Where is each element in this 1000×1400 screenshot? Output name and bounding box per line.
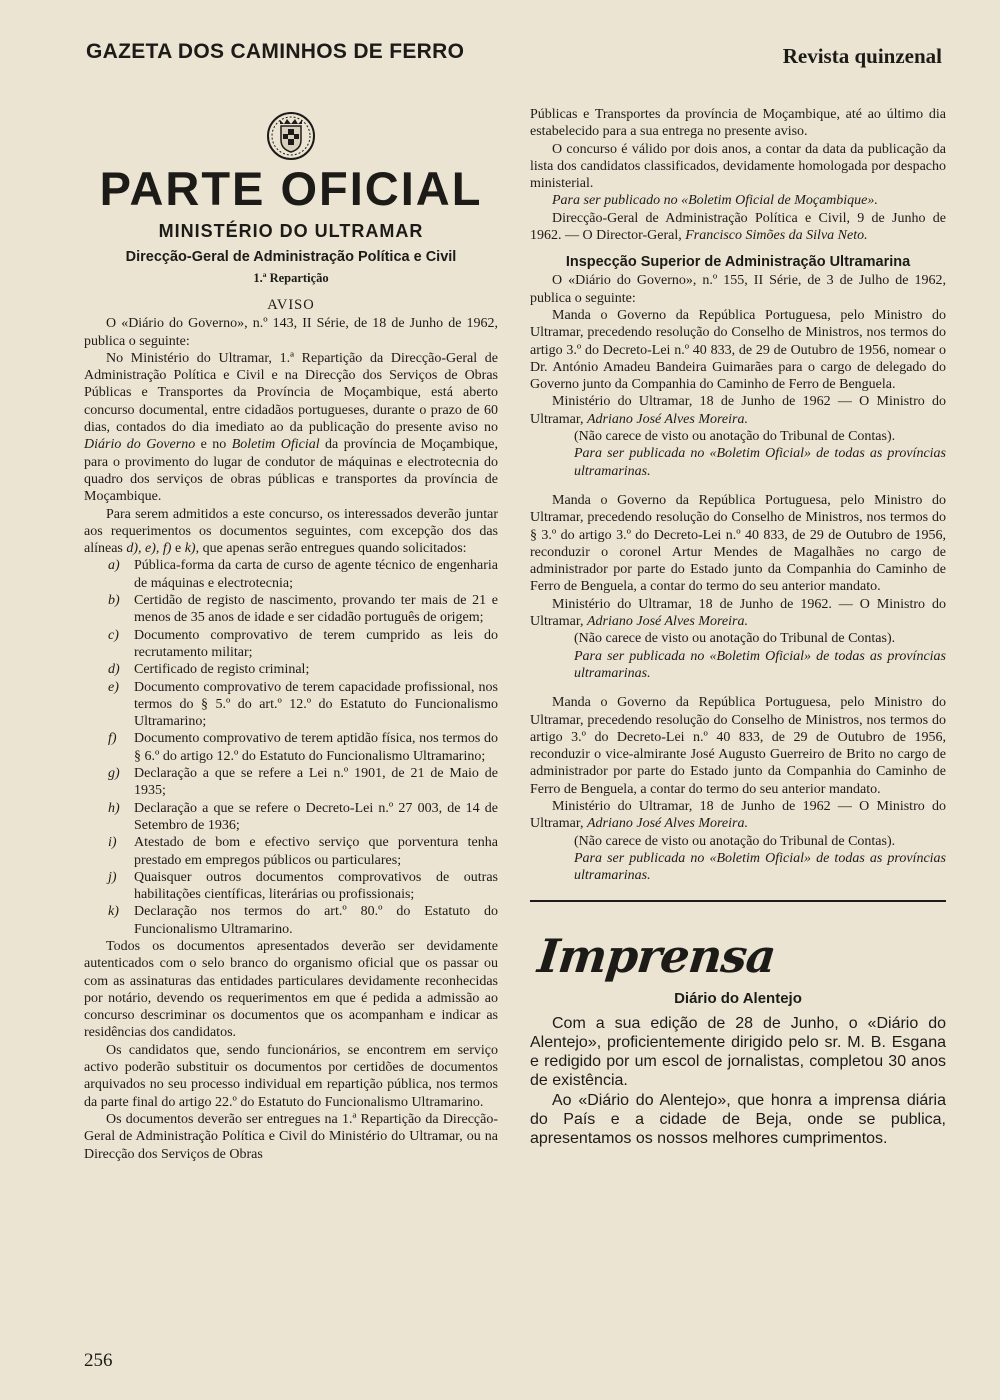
article-body bbox=[530, 1014, 946, 1148]
decree-publication-note: Para ser publicada no «Boletim Oficial» de todas as províncias ultramarinas. bbox=[574, 446, 946, 479]
decree-visa-note: (Não carece de visto ou anotação do Tribunal de Contas). bbox=[574, 429, 896, 445]
ministry-heading: MINISTÉRIO DO ULTRAMAR bbox=[158, 221, 424, 241]
list-item: g) Declaração a que se refere a Lei n.º 1901, de 21 de Maio de 1935; bbox=[108, 766, 498, 799]
decree-signature: Ministério do Ultramar, 18 de Junho de 1962. — O Ministro do Ultramar, Adriano José Alves Moreira. bbox=[530, 596, 946, 630]
notice-intro: O «Diário do Governo», n.º 143, II Série, de 18 de Junho de 1962, publica o seguinte: bbox=[84, 316, 498, 349]
notice-paragraph: No Ministério do Ultramar, 1.ª Repartição da Direcção-Geral de Administração Política e Civil e na Direcção dos Serviços de Obras Públicas e Transportes da Província de Moçambique, está aberto concurso documental, entre cidadãos portugueses, durante o prazo de 60 dias, contados do dia imediato ao da publicação do presente aviso no Diário do Governo e no Boletim Oficial da província de Moçambique, para o provimento do lugar de condutor de máquinas e electrotecnia do quadro dos serviços de obras públicas e transportes da província de Moçambique. bbox=[84, 350, 499, 505]
section-divider bbox=[530, 900, 946, 902]
notice-continuation: Públicas e Transportes da província de Moçambique, até ao último dia estabelecido para a sua entrega no presente aviso. bbox=[530, 107, 946, 140]
decree-block bbox=[530, 492, 946, 682]
running-header-subtitle: Revista quinzenal bbox=[782, 44, 942, 68]
notice-paragraph: O concurso é válido por dois anos, a contar da data da publicação da lista dos candidatos classificados, devidamente homologada por despacho ministerial. bbox=[530, 141, 946, 192]
decree-signature: Ministério do Ultramar, 18 de Junho de 1962 — O Ministro do Ultramar, Adriano José Alves Moreira. bbox=[530, 394, 946, 427]
list-item: f) Documento comprovativo de terem aptidão física, nos termos do § 6.º do artigo 12.º do Estatuto do Funcionalismo Ultramarino; bbox=[108, 731, 498, 764]
right-column bbox=[530, 106, 946, 1148]
decree-block bbox=[530, 307, 946, 480]
imprensa-heading: Imprensa bbox=[535, 929, 778, 984]
directorate-heading: Direcção-Geral de Administração Política e Civil bbox=[125, 249, 457, 265]
decree-visa-note: (Não carece de visto ou anotação do Tribunal de Contas). bbox=[574, 631, 896, 647]
decree-text: Manda o Governo da República Portuguesa, pelo Ministro do Ultramar, precedendo resolução do Conselho de Ministros, nos termos do artigo 3.º do Decreto-Lei n.º 40 833, de 29 de Outubro de 1956, nomear o Dr. António Amadeu Bandeira Guimarães para o cargo de delegado do Governo junto da Companhia do Caminho de Ferro de Benguela. bbox=[530, 307, 946, 393]
left-column bbox=[84, 110, 498, 1163]
notice-title: AVISO bbox=[267, 297, 315, 314]
list-item: d) Certificado de registo criminal; bbox=[108, 662, 310, 678]
coat-of-arms-icon bbox=[266, 110, 316, 162]
decree-block bbox=[530, 694, 946, 884]
decree-signature: Ministério do Ultramar, 18 de Junho de 1962 — O Ministro do Ultramar, Adriano José Alves Moreira. bbox=[530, 798, 946, 832]
list-item: a) Pública-forma da carta de curso de agente técnico de engenharia de máquinas e electrotecnia; bbox=[108, 558, 498, 591]
decree-publication-note: Para ser publicada no «Boletim Oficial» de todas as províncias ultramarinas. bbox=[574, 648, 946, 681]
decree-publication-note: Para ser publicada no «Boletim Oficial» de todas as províncias ultramarinas. bbox=[574, 850, 946, 884]
list-item: j) Quaisquer outros documentos comprovativos de outras habilitações científicas, literárias ou profissionais; bbox=[108, 869, 498, 903]
notice-paragraph: Para serem admitidos a este concurso, os interessados deverão juntar aos requerimentos os documentos seguintes, com excepção dos das alíneas d), e), f) e k), que apenas serão entregues quando solicitados: bbox=[84, 506, 498, 557]
list-item: k) Declaração nos termos do art.º 80.º do Estatuto do Funcionalismo Ultramarino. bbox=[108, 904, 498, 937]
decree-visa-note: (Não carece de visto ou anotação do Tribunal de Contas). bbox=[574, 833, 896, 849]
article-paragraph: Ao «Diário do Alentejo», que honra a imprensa diária do País e a cidade de Beja, onde se publica, apresentamos os nossos melhores cumprimentos. bbox=[530, 1091, 946, 1147]
list-item: i) Atestado de bom e efectivo serviço que porventura tenha prestado em empregos públicos ou particulares; bbox=[108, 835, 498, 868]
inspection-heading: Inspecção Superior de Administração Ultramarina bbox=[565, 254, 911, 271]
page-title: PARTE OFICIAL bbox=[99, 162, 483, 215]
decree-text: Manda o Governo da República Portuguesa, pelo Ministro do Ultramar, precedendo resolução do Conselho de Ministros, nos termos do § 3.º do artigo 3.º do Decreto-Lei n.º 40 833, de 29 de Outubro de 1956, reconduzir o coronel Artur Mendes de Magalhães no cargo de administrador por parte do Estado junto da Companhia do Caminho de Ferro de Benguela, a contar do termo do seu anterior mandato. bbox=[530, 492, 946, 595]
notice-paragraph: Os documentos deverão ser entregues na 1.ª Repartição da Direcção-Geral de Administração Política e Civil do Ministério do Ultramar, ou na Direcção dos Serviços de Obras bbox=[84, 1111, 498, 1162]
running-header-title: GAZETA DOS CAMINHOS DE FERRO bbox=[86, 40, 465, 63]
publication-note: Para ser publicado no «Boletim Oficial de Moçambique». bbox=[552, 193, 878, 209]
article-paragraph: Com a sua edição de 28 de Junho, o «Diário do Alentejo», proficientemente dirigido pelo sr. M. B. Esgana e redigido por um escol de jornalistas, completou 30 anos de existência. bbox=[530, 1014, 946, 1090]
section-heading: 1.ª Repartição bbox=[253, 271, 329, 285]
decree-text: Manda o Governo da República Portuguesa, pelo Ministro do Ultramar, precedendo resolução do Conselho de Ministros, nos termos do artigo 3.º do Decreto-Lei n.º 40 833, de 29 de Outubro de 1956, reconduzir o vice-almirante José Augusto Guerreiro de Brito no cargo de administrador por parte do Estado junto da Companhia do Caminho de Ferro de Benguela, a contar do termo do seu anterior mandato. bbox=[530, 695, 946, 797]
list-item: b) Certidão de registo de nascimento, provando ter mais de 21 e menos de 35 anos de idade e ser cidadão português de origem; bbox=[108, 593, 498, 626]
document-list bbox=[84, 557, 498, 938]
list-item: e) Documento comprovativo de terem capacidade profissional, nos termos do § 5.º do art.º 12.º do Estatuto do Funcionalismo Ultramarino; bbox=[108, 679, 498, 730]
page-number: 256 bbox=[84, 1350, 113, 1371]
notice-paragraph: Os candidatos que, sendo funcionários, se encontrem em serviço activo poderão substituir os documentos por certidões de documentos arquivados no seu processo individual em repartição pública, nos termos da parte final do artigo 22.º do Estatuto do Funcionalismo Ultramarino. bbox=[84, 1042, 498, 1110]
notice-paragraph: Todos os documentos apresentados deverão ser devidamente autenticados com o selo branco do organismo oficial que os passar ou com as assinaturas das entidades particulares devidamente reconhecidas por notário, devendo os requerimentos em que é pedida a admissão ao concurso descriminar os documentos que os acompanham e indicar as residências dos candidatos. bbox=[84, 938, 498, 1041]
article-title: Diário do Alentejo bbox=[674, 990, 802, 1008]
notice-signature: Direcção-Geral de Administração Política e Civil, 9 de Junho de 1962. — O Director-Geral, Francisco Simões da Silva Neto. bbox=[530, 210, 946, 244]
list-item: h) Declaração a que se refere o Decreto-Lei n.º 27 003, de 14 de Setembro de 1936; bbox=[108, 800, 498, 833]
inspection-intro: O «Diário do Governo», n.º 155, II Série, de 3 de Julho de 1962, publica o seguinte: bbox=[530, 273, 946, 306]
list-item: c) Documento comprovativo de terem cumprido as leis do recrutamento militar; bbox=[108, 627, 498, 660]
